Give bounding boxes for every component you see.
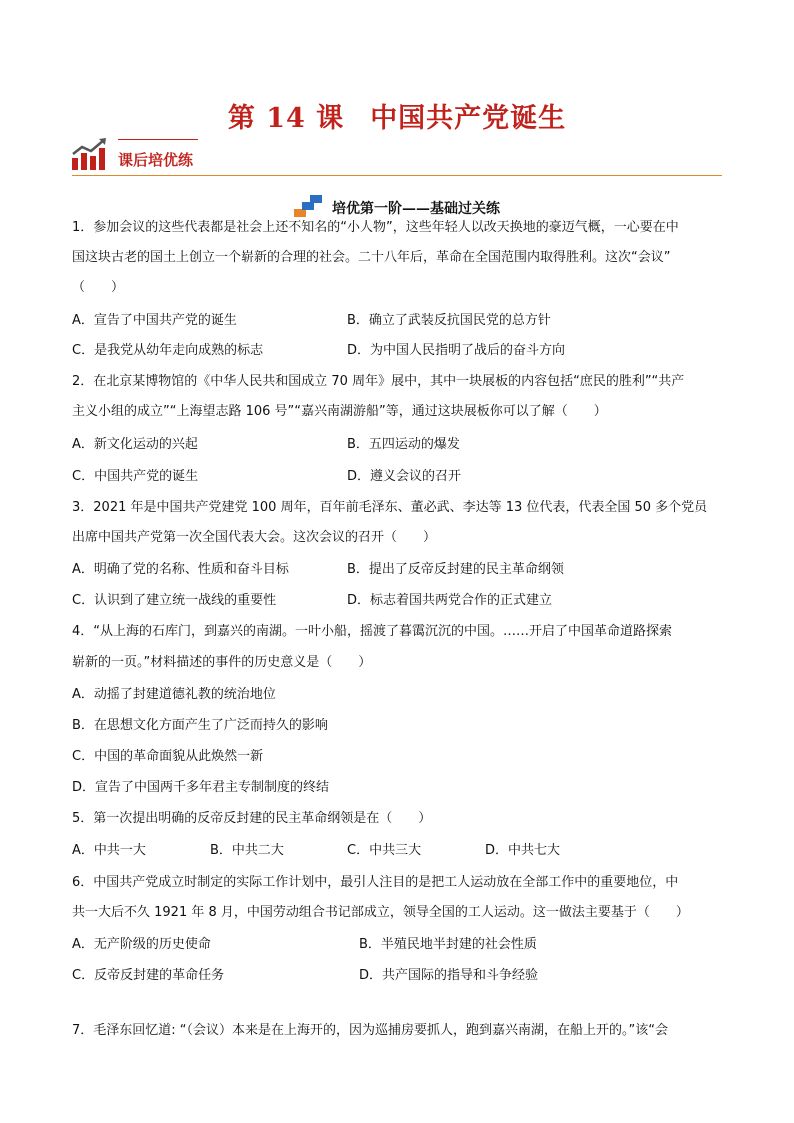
growth-chart-icon <box>70 136 110 172</box>
section-title: 课后培优练 <box>118 151 194 169</box>
question-line: （ ） <box>72 280 125 295</box>
question-line: D．共产国际的指导和斗争经验 <box>359 968 539 983</box>
question-line: B．半殖民地半封建的社会性质 <box>359 937 537 952</box>
question-line: A．新文化运动的兴起 <box>72 437 198 452</box>
question-line: D．中共七大 <box>485 843 561 858</box>
sub-section-heading <box>0 193 794 219</box>
question-line: 6．中国共产党成立时制定的实际工作计划中，最引人注目的是把工人运动放在全部工作中的重要地位，中 <box>72 875 679 890</box>
question-line: D．宣告了中国两千多年君主专制制度的终结 <box>72 780 330 795</box>
question-line: D．遵义会议的召开 <box>347 469 462 484</box>
question-line: C．中国的革命面貌从此焕然一新 <box>72 749 264 764</box>
question-line: C．是我党从幼年走向成熟的标志 <box>72 343 264 358</box>
sub-section-label: 培优第一阶——基础过关练 <box>332 201 500 217</box>
lesson-topic: 中国共产党诞生 <box>370 103 567 134</box>
lesson-number: 第 14 课 <box>227 103 345 134</box>
question-line: A．宣告了中国共产党的诞生 <box>72 313 237 328</box>
question-line: B．确立了武装反抗国民党的总方针 <box>347 313 551 328</box>
question-line: 4．“从上海的石库门，到嘉兴的南湖。一叶小船，摇渡了暮霭沉沉的中国。……开启了中国革命道路探索 <box>72 624 673 639</box>
question-line: 7．毛泽东回忆道: “（会议）本来是在上海开的，因为巡捕房要抓人，跑到嘉兴南湖，在船上开的。”该“会 <box>72 1023 668 1038</box>
question-line: 主义小组的成立”“上海望志路 106 号”“嘉兴南湖游船”等，通过这块展板你可以了解（ ） <box>72 404 607 419</box>
question-line: 共一大后不久 1921 年 8 月，中国劳动组合书记部成立，领导全国的工人运动。这一做法主要基于（ ） <box>72 905 689 920</box>
steps-icon <box>294 193 326 219</box>
question-line: 出席中国共产党第一次全国代表大会。这次会议的召开（ ） <box>72 530 437 545</box>
question-line: A．明确了党的名称、性质和奋斗目标 <box>72 562 289 577</box>
page-title <box>0 96 794 135</box>
section-top-rule <box>118 139 198 140</box>
question-line: C．反帝反封建的革命任务 <box>72 968 225 983</box>
question-line: B．五四运动的爆发 <box>347 437 460 452</box>
question-line: B．中共二大 <box>210 843 284 858</box>
question-line: A．动摇了封建道德礼教的统治地位 <box>72 687 276 702</box>
question-line: 崭新的一页。”材料描述的事件的历史意义是（ ） <box>72 655 372 670</box>
question-line: A．中共一大 <box>72 843 146 858</box>
section-divider <box>72 175 722 176</box>
question-line: C．中共三大 <box>347 843 422 858</box>
question-line: D．为中国人民指明了战后的奋斗方向 <box>347 343 566 358</box>
question-line: 1．参加会议的这些代表都是社会上还不知名的“小人物”，这些年轻人以改天换地的豪迈气概，一心要在中 <box>72 220 679 235</box>
question-line: C．中国共产党的诞生 <box>72 469 199 484</box>
question-line: 国这块古老的国土上创立一个崭新的合理的社会。二十八年后，革命在全国范围内取得胜利。这次“会议” <box>72 250 671 265</box>
question-line: B．提出了反帝反封建的民主革命纲领 <box>347 562 564 577</box>
question-line: C．认识到了建立统一战线的重要性 <box>72 593 277 608</box>
question-line: 2．在北京某博物馆的《中华人民共和国成立 70 周年》展中，其中一块展板的内容包括“庶民的胜利”“共产 <box>72 374 685 389</box>
question-line: D．标志着国共两党合作的正式建立 <box>347 593 553 608</box>
question-line: A．无产阶级的历史使命 <box>72 937 211 952</box>
question-line: 5．第一次提出明确的反帝反封建的民主革命纲领是在（ ） <box>72 811 432 826</box>
question-line: B．在思想文化方面产生了广泛而持久的影响 <box>72 718 328 733</box>
question-line: 3．2021 年是中国共产党建党 100 周年，百年前毛泽东、董必武、李达等 13 位代表，代表全国 50 多个党员 <box>72 500 708 515</box>
